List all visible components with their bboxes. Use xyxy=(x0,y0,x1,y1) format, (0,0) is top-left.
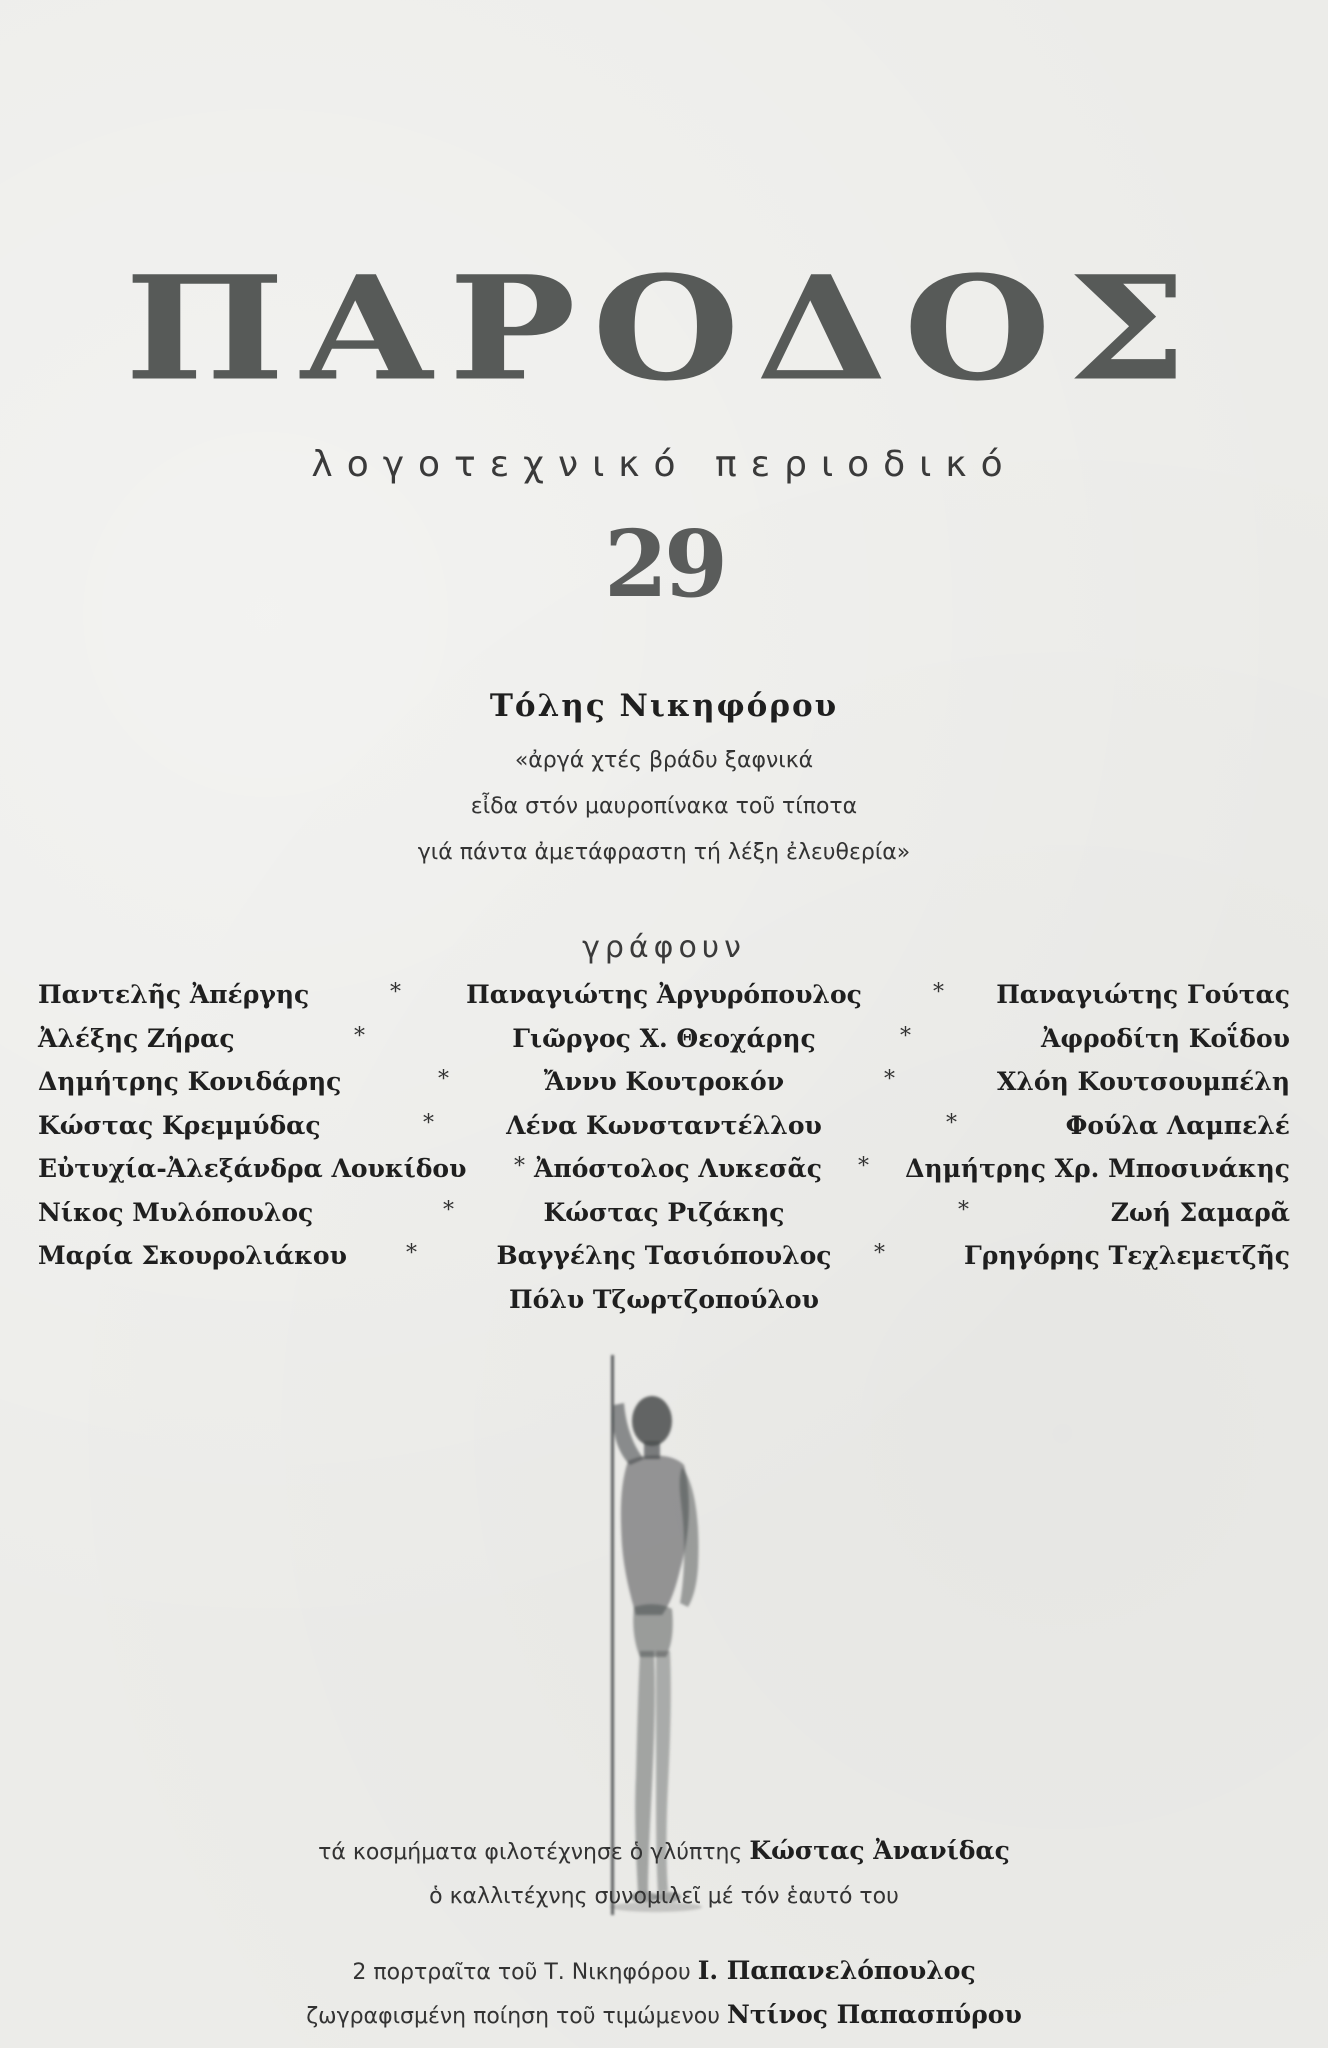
separator-star: * xyxy=(933,980,944,1005)
separator-star: * xyxy=(858,1154,869,1179)
honoree-name: Τόλης Νικηφόρου xyxy=(489,688,839,724)
contributor-row xyxy=(38,1241,1290,1285)
contributor-name: Πόλυ Τζωρτζοπούλου xyxy=(509,1284,819,1314)
separator-star: * xyxy=(423,1110,434,1136)
credit-name: Ντίνος Παπασπύρου xyxy=(726,2000,1022,2029)
contributor-name: Γιῶργος Χ. Θεοχάρης xyxy=(512,1023,816,1053)
separator-star: * xyxy=(406,1241,417,1266)
contributor-row xyxy=(38,1024,1290,1068)
contributor-name: Παναγιώτης Ἀργυρόπουλος xyxy=(466,980,862,1009)
contributor-name: Εὐτυχία-Ἀλεξάνδρα Λουκίδου xyxy=(38,1154,467,1183)
spear-shape xyxy=(611,1355,614,1915)
credit-text: 2 πορτραῖτα τοῦ Τ. Νικηφόρου xyxy=(352,1960,691,1985)
contributor-name: Μαρία Σκουρολιάκου xyxy=(38,1241,347,1270)
separator-star: * xyxy=(946,1110,957,1136)
quote-line: γιά πάντα ἀμετάφραστη τή λέξη ἐλευθερία» xyxy=(417,840,911,865)
separator-star: * xyxy=(438,1067,449,1092)
credit-line xyxy=(0,1956,1328,1985)
contributors-list xyxy=(38,980,1290,1328)
contributor-name: Βαγγέλης Τασιόπουλος xyxy=(496,1241,832,1270)
honoree-quote xyxy=(0,738,1328,876)
separator-star: * xyxy=(874,1241,885,1266)
contributor-name: Παντελῆς Ἀπέργης xyxy=(38,980,310,1009)
separator-star: * xyxy=(514,1154,525,1179)
contributor-row xyxy=(38,1111,1290,1155)
contributor-row xyxy=(38,980,1290,1024)
credit-text: ὁ καλλιτέχνης συνομιλεῖ μέ τόν ἑαυτό του xyxy=(429,1884,899,1909)
contributor-row xyxy=(38,1198,1290,1242)
head-shape xyxy=(632,1396,672,1446)
magazine-title: ΠΑΡΟΔΟΣ xyxy=(124,245,1204,413)
contributor-name: Ἄννυ Κουτροκόν xyxy=(543,1067,785,1096)
contributor-row xyxy=(38,1285,1290,1329)
contributor-name: Ζωή Σαμαρᾶ xyxy=(1110,1197,1290,1227)
credit-text: τά κοσμήματα φιλοτέχνησε ὁ γλύπτης xyxy=(318,1840,743,1865)
contributor-name: Δημήτρης Χρ. Μποσινάκης xyxy=(905,1154,1290,1183)
issue-number: 29 xyxy=(603,510,725,618)
contributor-name: Ἀπόστολος Λυκεσᾶς xyxy=(534,1154,823,1183)
credit-name: Ι. Παπανελόπουλος xyxy=(697,1956,976,1985)
separator-star: * xyxy=(958,1197,969,1223)
contributor-name: Χλόη Κουτσουμπέλη xyxy=(996,1067,1290,1096)
contributor-name: Ἀφροδίτη Κοΐδου xyxy=(1041,1023,1290,1053)
contributor-name: Λένα Κωνσταντέλλου xyxy=(506,1110,822,1140)
credit-line xyxy=(0,1884,1328,1909)
quote-line: εἶδα στόν μαυροπίνακα τοῦ τίποτα xyxy=(470,794,858,819)
contributor-name: Κώστας Ριζάκης xyxy=(543,1197,785,1227)
contributor-row xyxy=(38,1067,1290,1111)
credit-line xyxy=(0,2000,1328,2029)
magazine-subtitle: λογοτεχνικό περιοδικό xyxy=(311,444,1017,485)
contributor-name: Γρηγόρης Τεχλεμετζῆς xyxy=(964,1241,1290,1270)
separator-star: * xyxy=(390,980,401,1005)
contributor-name: Ἀλέξης Ζήρας xyxy=(38,1023,235,1053)
contributor-row xyxy=(38,1154,1290,1198)
writers-heading: γράφουν xyxy=(582,930,746,965)
credit-line xyxy=(0,1836,1328,1865)
contributor-name: Κώστας Κρεμμύδας xyxy=(38,1110,321,1140)
contributor-name: Νίκος Μυλόπουλος xyxy=(38,1197,314,1227)
separator-star: * xyxy=(443,1197,454,1223)
quote-line: «ἀργά χτές βράδυ ξαφνικά xyxy=(514,748,814,773)
contributor-name: Παναγιώτης Γούτας xyxy=(996,980,1290,1009)
separator-star: * xyxy=(884,1067,895,1092)
torso-shape xyxy=(621,1455,689,1615)
contributor-name: Φούλα Λαμπελέ xyxy=(1065,1110,1290,1140)
contributor-name: Δημήτρης Κονιδάρης xyxy=(38,1067,342,1096)
credit-text: ζωγραφισμένη ποίηση τοῦ τιμώμενου xyxy=(306,2004,720,2029)
separator-star: * xyxy=(354,1023,365,1049)
separator-star: * xyxy=(900,1023,911,1049)
credit-name: Κώστας Ἀνανίδας xyxy=(749,1836,1010,1865)
